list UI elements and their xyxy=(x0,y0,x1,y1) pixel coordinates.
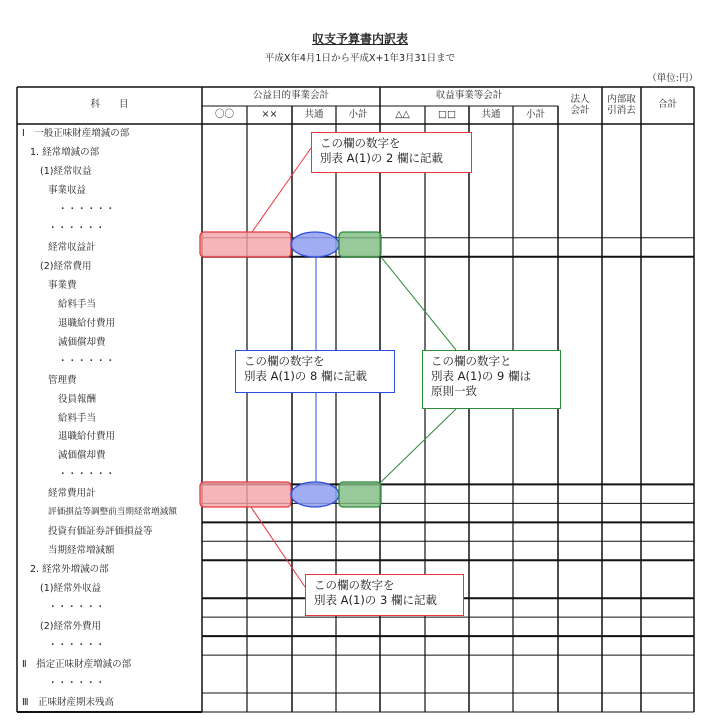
row-label: 減価償却費 xyxy=(58,450,106,462)
row-label: ・・・・・・ xyxy=(48,222,106,234)
callout-col9-line1: この欄の数字と xyxy=(431,354,512,368)
leader-line-col2 xyxy=(252,148,311,232)
leader-line-col9-bottom xyxy=(381,409,456,482)
callout-col3 xyxy=(305,574,464,616)
row-label: 管理費 xyxy=(48,374,77,386)
row-label: ・・・・・・ xyxy=(48,640,106,652)
header-col-squares: □□ xyxy=(438,109,456,120)
row-label: 1. 経常増減の部 xyxy=(30,146,100,158)
row-label: 評価損益等調整前当期経常増減額 xyxy=(48,507,177,518)
callout-col8 xyxy=(235,350,395,393)
row-label: Ⅰ 一般正味財産増減の部 xyxy=(22,128,130,139)
row-label: 減価償却費 xyxy=(58,336,106,348)
highlight-revenue-public-subtotal xyxy=(339,232,381,257)
row-label: 退職給付費用 xyxy=(58,431,116,443)
header-public-group: 公益目的事業会計 xyxy=(252,90,329,101)
callout-col8-line1: この欄の数字を xyxy=(244,354,325,368)
row-label: ・・・・・・ xyxy=(58,355,116,367)
row-label: (2)経常費用 xyxy=(40,260,92,272)
row-label: 経常費用計 xyxy=(48,488,96,500)
row-label: ・・・・・・ xyxy=(58,469,116,481)
row-label: 事業収益 xyxy=(48,184,87,196)
header-elimination-line1: 内部取 xyxy=(607,94,636,105)
header-col-oo: 〇〇 xyxy=(214,109,234,120)
row-label: Ⅲ 正味財産期末残高 xyxy=(22,697,115,709)
header-corporate-line1: 法人 xyxy=(570,94,590,105)
header-corporate-line2: 会計 xyxy=(570,105,590,116)
callout-col9-line2: 別表 A(1)の 9 欄は xyxy=(431,369,531,383)
callout-col3-line2: 別表 A(1)の 3 欄に記載 xyxy=(314,593,437,607)
header-col-public-subtotal: 小計 xyxy=(348,109,368,120)
highlight-expense-public-common xyxy=(291,482,339,507)
row-label: ・・・・・・ xyxy=(48,678,106,690)
row-label: 役員報酬 xyxy=(58,393,97,405)
callout-col8-line2: 別表 A(1)の 8 欄に記載 xyxy=(244,369,367,383)
callout-col2-line2: 別表 A(1)の 2 欄に記載 xyxy=(320,151,443,165)
header-item-col: 科 目 xyxy=(90,99,129,110)
highlight-expense-public-cols xyxy=(200,482,291,507)
row-label: ・・・・・・ xyxy=(58,203,116,215)
row-label: 給料手当 xyxy=(58,412,97,424)
highlight-revenue-public-cols xyxy=(200,232,291,257)
document-period: 平成X年4月1日から平成X+1年3月31日まで xyxy=(264,53,456,64)
row-label: (1)経常外収益 xyxy=(40,583,101,595)
unit-label: （単位:円） xyxy=(647,73,698,84)
callout-col2-line1: この欄の数字を xyxy=(320,136,401,150)
leader-line-col9-top xyxy=(381,257,456,350)
header-profit-group: 収益事業等会計 xyxy=(435,90,503,101)
row-label: 退職給付費用 xyxy=(58,317,116,329)
title-text: 収支予算書内訳表 xyxy=(311,32,408,46)
row-label: (1)経常収益 xyxy=(40,165,92,177)
header-col-profit-subtotal: 小計 xyxy=(525,109,545,120)
header-col-triangles: △△ xyxy=(395,109,410,120)
row-label: 給料手当 xyxy=(58,298,97,310)
header-total: 合計 xyxy=(657,99,677,110)
row-label: ・・・・・・ xyxy=(48,602,106,614)
highlight-revenue-public-common xyxy=(291,232,339,257)
row-label: 経常収益計 xyxy=(48,241,96,253)
row-label: 事業費 xyxy=(48,279,77,291)
row-label: Ⅱ 指定正味財産増減の部 xyxy=(22,659,132,671)
header-col-xx: ×× xyxy=(261,109,278,120)
header-col-public-common: 共通 xyxy=(304,109,324,120)
callout-col3-line1: この欄の数字を xyxy=(314,578,395,592)
callout-col9-line3: 原則一致 xyxy=(431,384,477,398)
callout-col9 xyxy=(422,350,561,409)
header-elimination-line2: 引消去 xyxy=(607,105,636,116)
highlight-expense-public-subtotal xyxy=(339,482,381,507)
row-label: 当期経常増減額 xyxy=(48,545,115,557)
row-label: 2. 経常外増減の部 xyxy=(30,564,109,576)
leader-line-col3 xyxy=(251,507,305,587)
callout-col2 xyxy=(311,132,472,173)
header-col-profit-common: 共通 xyxy=(481,109,501,120)
row-label: 投資有価証券評価損益等 xyxy=(48,526,153,538)
row-label: (2)経常外費用 xyxy=(40,621,101,633)
